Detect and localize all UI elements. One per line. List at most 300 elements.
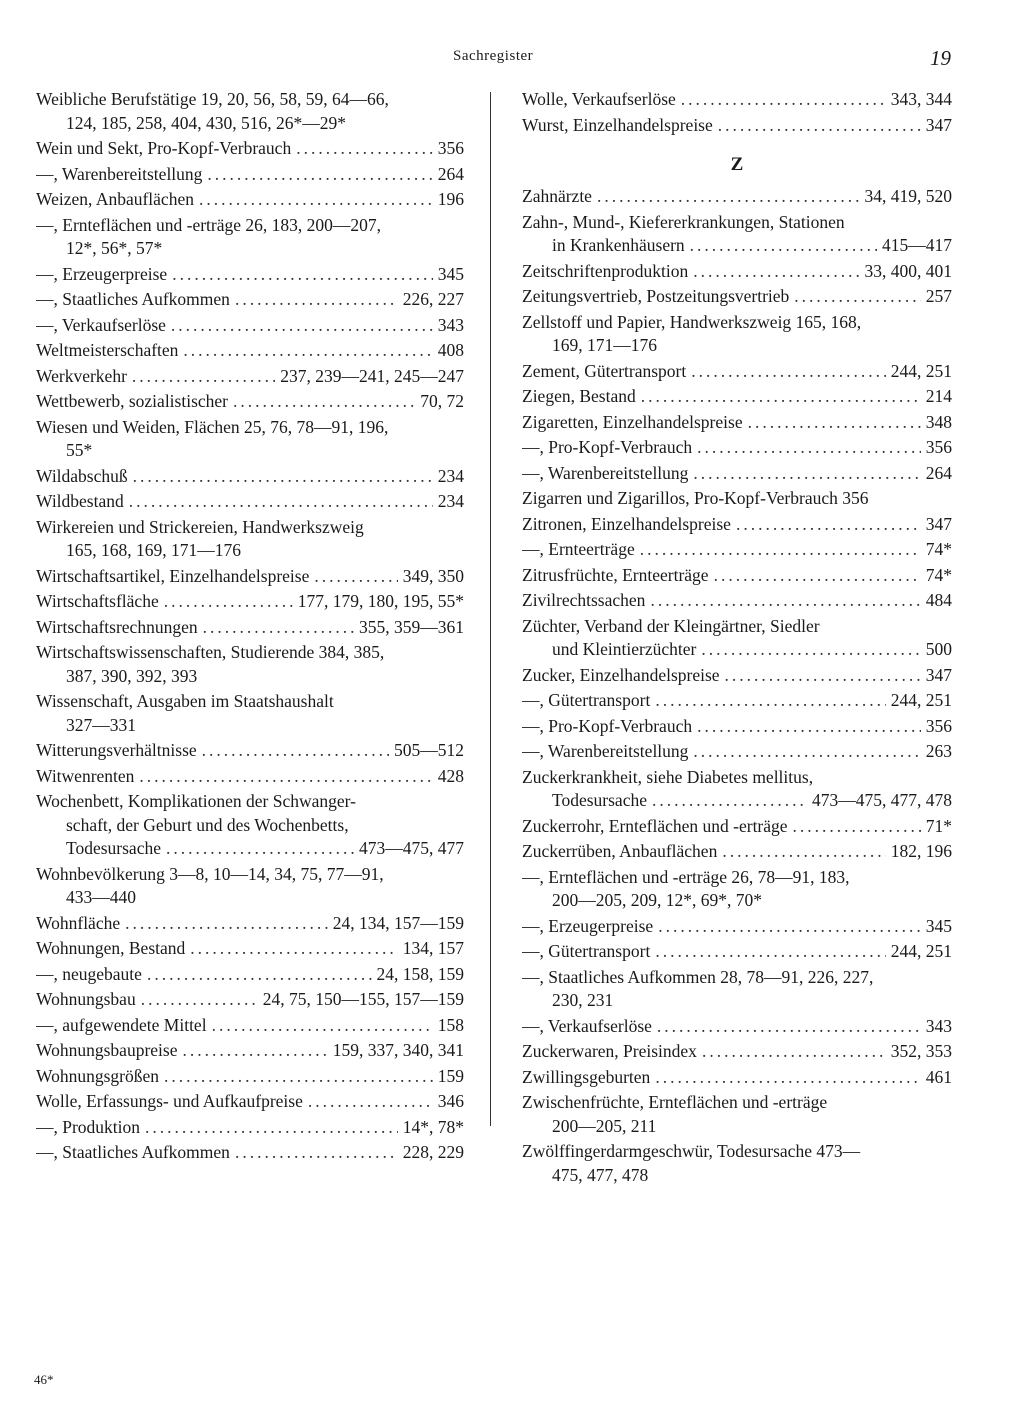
running-title: Sachregister	[453, 48, 534, 64]
page-references: 473—475, 477, 478	[812, 790, 952, 810]
page-references: 345	[925, 915, 952, 936]
index-entry	[522, 311, 952, 358]
index-text: 12*, 56*, 57*	[66, 238, 163, 258]
index-text: schaft, der Geburt und des Wochenbetts,	[66, 814, 349, 835]
index-entry	[36, 465, 464, 489]
index-term: —, Verkaufserlöse	[522, 1015, 652, 1036]
index-term: Witterungsverhältnisse	[36, 740, 197, 760]
index-entry-line	[36, 937, 464, 961]
index-entry	[36, 314, 464, 338]
index-entry	[522, 689, 952, 713]
index-entry-line	[36, 516, 464, 540]
dot-leader	[139, 765, 432, 789]
index-text: —, Ernteflächen und -erträge 26, 183, 200—207,	[36, 214, 382, 235]
index-term: Zuckerrüben, Anbauflächen	[522, 841, 718, 861]
index-term: —, Ernteerträge	[522, 539, 635, 559]
dot-leader	[132, 365, 275, 389]
dot-leader	[314, 565, 397, 589]
dot-leader	[183, 339, 432, 363]
index-entry-line	[522, 866, 952, 890]
index-text: Zwölffingerdarmgeschwür, Todesursache 473—	[522, 1141, 861, 1161]
index-entry-line	[36, 465, 464, 489]
index-entry	[36, 188, 464, 212]
page-references: 134, 157	[402, 938, 464, 958]
page-references: 226, 227	[402, 289, 464, 309]
page-references: 177, 179, 180, 195, 55*	[297, 591, 464, 611]
index-entry-line	[36, 188, 464, 212]
dot-leader	[657, 1015, 921, 1039]
dot-leader	[212, 1014, 433, 1038]
dot-leader	[172, 263, 433, 287]
index-entry-line	[522, 989, 952, 1013]
page-references: 505—512	[394, 740, 464, 760]
index-entry-line	[522, 1140, 952, 1164]
index-term: Zuckerwaren, Preisindex	[522, 1041, 697, 1061]
index-column-right	[522, 88, 952, 1189]
page-references: 237, 239—241, 245—247	[280, 365, 464, 386]
dot-leader	[658, 915, 921, 939]
index-term: Weizen, Anbauflächen	[36, 189, 194, 209]
index-entry-line	[522, 615, 952, 639]
index-entry	[522, 1140, 952, 1187]
index-text: Wirkereien und Strickereien, Handwerkszweig	[36, 516, 364, 537]
index-entry-line	[522, 88, 952, 112]
index-entry-line	[36, 339, 464, 363]
index-text: 327—331	[66, 714, 136, 735]
dot-leader	[655, 940, 885, 964]
index-term: Wildabschuß	[36, 465, 128, 486]
index-entry-line	[36, 886, 464, 910]
page-references: 473—475, 477	[359, 838, 464, 858]
index-term: Zeitungsvertrieb, Postzeitungsvertrieb	[522, 286, 790, 306]
page-references: 158	[437, 1014, 464, 1035]
index-term: Zitrusfrüchte, Ernteerträge	[522, 564, 709, 585]
page-references: 263	[925, 741, 952, 761]
index-entry-line	[36, 88, 464, 112]
index-entry-line	[36, 814, 464, 838]
page-references: 34, 419, 520	[864, 186, 952, 206]
index-entry-line	[36, 616, 464, 640]
dot-leader	[693, 260, 859, 284]
index-entry-line	[522, 940, 952, 964]
index-text: 387, 390, 392, 393	[66, 665, 198, 686]
dot-leader	[693, 462, 920, 486]
index-entry	[522, 1091, 952, 1138]
dot-leader	[697, 436, 921, 460]
index-term: Wirtschaftsartikel, Einzelhandelspreise	[36, 565, 310, 586]
page-references: 244, 251	[890, 360, 952, 381]
index-entry-line	[36, 1014, 464, 1038]
index-entry	[36, 516, 464, 563]
page-references: 182, 196	[890, 841, 952, 861]
index-entry-line	[36, 590, 464, 614]
index-term: —, Verkaufserlöse	[36, 314, 166, 335]
index-term: —, Warenbereitstellung	[36, 163, 203, 184]
index-entry	[36, 1090, 464, 1114]
index-entry	[522, 1066, 952, 1090]
index-entry	[522, 740, 952, 764]
index-text: Wissenschaft, Ausgaben im Staatshaushalt	[36, 691, 334, 711]
index-text: 433—440	[66, 887, 136, 907]
index-term: Todesursache	[552, 790, 647, 810]
index-term: —, aufgewendete Mittel	[36, 1014, 207, 1035]
page-references: 24, 75, 150—155, 157—159	[262, 989, 464, 1009]
index-entry	[522, 589, 952, 613]
index-entry	[36, 365, 464, 389]
index-entry-line	[522, 334, 952, 358]
page-header	[0, 44, 1024, 74]
index-entry-line	[522, 360, 952, 384]
page-references: 347	[925, 513, 952, 534]
index-term: Weltmeisterschaften	[36, 340, 179, 360]
index-term: Wohnungsbaupreise	[36, 1040, 178, 1060]
index-entry	[36, 937, 464, 961]
index-entry-line	[522, 1091, 952, 1115]
index-entry	[522, 940, 952, 964]
index-entry-line	[522, 815, 952, 839]
index-entry-line	[522, 840, 952, 864]
index-entry-line	[522, 1015, 952, 1039]
index-term: Wohnungsbau	[36, 989, 136, 1009]
index-text: Wirtschaftswissenschaften, Studierende 384, 385,	[36, 642, 385, 662]
index-entry-line	[36, 390, 464, 414]
index-text: Wohnbevölkerung 3—8, 10—14, 34, 75, 77—91,	[36, 863, 384, 884]
dot-leader	[697, 715, 921, 739]
index-entry-line	[36, 439, 464, 463]
dot-leader	[736, 513, 921, 537]
dot-leader	[182, 1039, 327, 1063]
index-entry	[36, 88, 464, 135]
index-term: Todesursache	[66, 838, 161, 858]
page-references: 347	[925, 114, 952, 135]
index-term: —, Erzeugerpreise	[36, 263, 168, 284]
index-column-left	[36, 88, 464, 1167]
dot-leader	[199, 188, 433, 212]
dot-leader	[308, 1090, 433, 1114]
dot-leader	[145, 1116, 398, 1140]
index-text: 169, 171—176	[552, 335, 657, 355]
index-entry	[36, 490, 464, 514]
dot-leader	[203, 616, 354, 640]
column-divider	[490, 92, 491, 1126]
index-entry-line	[522, 114, 952, 138]
index-term: Wurst, Einzelhandelspreise	[522, 114, 713, 135]
page-references: 244, 251	[890, 690, 952, 710]
dot-leader	[129, 490, 433, 514]
index-entry-line	[36, 1065, 464, 1089]
index-term: —, Staatliches Aufkommen	[36, 1142, 230, 1162]
page-references: 214	[925, 386, 952, 406]
page-references: 348	[925, 411, 952, 432]
index-entry-line	[36, 365, 464, 389]
dot-leader	[640, 538, 921, 562]
index-term: Werkverkehr	[36, 365, 127, 386]
index-entry-line	[36, 837, 464, 861]
dot-leader	[202, 739, 389, 763]
page-references: 264	[437, 163, 464, 184]
section-letter: Z	[730, 154, 744, 175]
page-references: 408	[437, 340, 464, 360]
index-term: Wein und Sekt, Pro-Kopf-Verbrauch	[36, 138, 292, 158]
index-text: —, Staatliches Aufkommen 28, 78—91, 226, 227,	[522, 966, 874, 987]
index-entry	[522, 385, 952, 409]
index-term: Zement, Gütertransport	[522, 360, 687, 381]
index-entry	[36, 163, 464, 187]
index-entry	[522, 538, 952, 562]
index-entry	[36, 765, 464, 789]
index-entry-line	[36, 214, 464, 238]
index-text: 200—205, 209, 12*, 69*, 70*	[552, 890, 762, 910]
dot-leader	[166, 837, 354, 861]
index-entry	[36, 416, 464, 463]
dot-leader	[641, 385, 921, 409]
dot-leader	[133, 465, 433, 489]
index-term: Zuckerrohr, Ernteflächen und -erträge	[522, 815, 788, 836]
index-entry	[36, 863, 464, 910]
page-references: 352, 353	[890, 1041, 952, 1061]
index-entry	[522, 360, 952, 384]
index-entry	[36, 339, 464, 363]
index-entry	[522, 1015, 952, 1039]
dot-leader	[793, 815, 921, 839]
page-references: 264	[925, 462, 952, 483]
index-entry	[36, 616, 464, 640]
dot-leader	[235, 288, 398, 312]
page-references: 356	[925, 437, 952, 457]
index-entry	[36, 963, 464, 987]
index-text: 475, 477, 478	[552, 1164, 649, 1185]
page-references: 343	[925, 1015, 952, 1036]
index-entry-line	[522, 564, 952, 588]
index-entry	[36, 988, 464, 1012]
index-entry-line	[36, 1090, 464, 1114]
index-column-right-z-section	[522, 185, 952, 1187]
index-entry	[522, 185, 952, 209]
page-number: 19	[930, 46, 951, 70]
dot-leader	[125, 912, 328, 936]
index-term: Wolle, Verkaufserlöse	[522, 89, 676, 109]
index-text: 165, 168, 169, 171—176	[66, 540, 241, 560]
dot-leader	[147, 963, 372, 987]
index-entry-line	[36, 790, 464, 814]
index-entry	[522, 615, 952, 662]
index-entry-line	[522, 462, 952, 486]
index-term: Wirtschaftsfläche	[36, 591, 159, 611]
index-entry-line	[36, 714, 464, 738]
index-entry	[36, 263, 464, 287]
index-entry-line	[36, 539, 464, 563]
page-references: 356	[925, 715, 952, 736]
index-entry	[522, 211, 952, 258]
index-term: Zigaretten, Einzelhandelspreise	[522, 411, 743, 432]
index-term: Zivilrechtssachen	[522, 590, 646, 610]
index-entry-line	[36, 163, 464, 187]
dot-leader	[690, 234, 877, 258]
index-entry-line	[522, 411, 952, 435]
index-column-right-w-section	[522, 88, 952, 137]
page-references: 257	[925, 286, 952, 306]
index-text: 55*	[66, 440, 93, 460]
dot-leader	[725, 664, 921, 688]
index-entry-line	[36, 237, 464, 261]
index-entry-line	[522, 211, 952, 235]
page-references: 24, 134, 157—159	[332, 912, 464, 933]
index-term: —, Warenbereitstellung	[522, 741, 689, 761]
index-term: Witwenrenten	[36, 765, 135, 786]
index-term: —, neugebaute	[36, 963, 142, 984]
index-entry-line	[522, 1066, 952, 1090]
index-entry-line	[36, 112, 464, 136]
dot-leader	[701, 638, 920, 662]
index-entry	[36, 590, 464, 614]
page-references: 33, 400, 401	[864, 260, 952, 281]
page-references: 70, 72	[420, 391, 464, 411]
index-entry	[36, 1039, 464, 1063]
index-entry	[522, 564, 952, 588]
dot-leader	[650, 589, 920, 613]
page-references: 159	[437, 1065, 464, 1086]
index-entry	[522, 285, 952, 309]
index-entry-line	[522, 889, 952, 913]
index-entry-line	[36, 1039, 464, 1063]
index-entry-line	[522, 385, 952, 409]
index-term: —, Pro-Kopf-Verbrauch	[522, 715, 693, 736]
index-term: —, Pro-Kopf-Verbrauch	[522, 437, 693, 457]
index-entry	[36, 1116, 464, 1140]
page-references: 24, 158, 159	[376, 963, 464, 984]
index-entry-line	[36, 863, 464, 887]
index-term: —, Gütertransport	[522, 941, 651, 961]
dot-leader	[691, 360, 885, 384]
page-references: 74*	[925, 564, 952, 585]
index-entry	[36, 1141, 464, 1165]
index-entry	[36, 1014, 464, 1038]
index-term: Wolle, Erfassungs- und Aufkaufpreise	[36, 1091, 303, 1111]
index-entry	[36, 565, 464, 589]
index-entry-line	[36, 1116, 464, 1140]
index-entry-line	[522, 1040, 952, 1064]
index-entry-line	[522, 538, 952, 562]
index-entry	[36, 214, 464, 261]
dot-leader	[235, 1141, 398, 1165]
index-entry-line	[522, 1164, 952, 1188]
index-term: —, Erzeugerpreise	[522, 915, 654, 936]
index-text: 200—205, 211	[552, 1115, 657, 1136]
index-entry	[522, 411, 952, 435]
dot-leader	[748, 411, 921, 435]
index-term: Zahnärzte	[522, 186, 592, 206]
index-entry	[522, 260, 952, 284]
index-term: —, Gütertransport	[522, 690, 651, 710]
index-text: 230, 231	[552, 990, 614, 1010]
index-entry-line	[522, 966, 952, 990]
page-references: 347	[925, 664, 952, 685]
index-entry	[522, 715, 952, 739]
dot-leader	[655, 689, 885, 713]
index-text: —, Ernteflächen und -erträge 26, 78—91, 183,	[522, 866, 850, 887]
index-entry	[522, 664, 952, 688]
index-term: Zucker, Einzelhandelspreise	[522, 664, 720, 685]
index-entry	[522, 915, 952, 939]
page-references: 428	[437, 765, 464, 786]
index-text: Zigarren und Zigarillos, Pro-Kopf-Verbrauch 356	[522, 488, 869, 508]
index-entry	[522, 487, 952, 511]
index-entry	[522, 1040, 952, 1064]
index-entry	[522, 88, 952, 112]
index-entry	[522, 840, 952, 864]
index-term: in Krankenhäusern	[552, 235, 685, 255]
index-entry-line	[36, 641, 464, 665]
page-references: 345	[437, 263, 464, 284]
index-entry-line	[522, 689, 952, 713]
dot-leader	[693, 740, 920, 764]
page-references: 234	[437, 491, 464, 511]
index-entry-line	[522, 185, 952, 209]
dot-leader	[681, 88, 886, 112]
dot-leader	[164, 1065, 433, 1089]
index-text: Zuckerkrankheit, siehe Diabetes mellitus,	[522, 766, 814, 787]
dot-leader	[141, 988, 258, 1012]
dot-leader	[190, 937, 397, 961]
index-entry	[36, 739, 464, 763]
dot-leader	[714, 564, 921, 588]
page-references: 461	[925, 1066, 952, 1087]
index-entry	[36, 390, 464, 414]
index-text: 124, 185, 258, 404, 430, 516, 26*—29*	[66, 112, 346, 133]
index-term: Wohnungen, Bestand	[36, 938, 186, 958]
index-entry-line	[36, 288, 464, 312]
index-entry-line	[522, 487, 952, 511]
page-references: 343, 344	[890, 89, 952, 109]
index-term: Wettbewerb, sozialistischer	[36, 391, 228, 411]
dot-leader	[296, 137, 433, 161]
index-entry-line	[36, 490, 464, 514]
page-references: 244, 251	[890, 941, 952, 961]
index-entry-line	[36, 739, 464, 763]
index-entry	[36, 1065, 464, 1089]
dot-leader	[718, 114, 921, 138]
dot-leader	[655, 1066, 920, 1090]
page-references: 228, 229	[402, 1142, 464, 1162]
index-entry-line	[36, 314, 464, 338]
index-entry	[522, 866, 952, 913]
index-text: Wochenbett, Komplikationen der Schwanger-	[36, 791, 356, 811]
index-entry-line	[36, 1141, 464, 1165]
index-entry-line	[522, 260, 952, 284]
index-entry	[36, 137, 464, 161]
index-term: —, Staatliches Aufkommen	[36, 289, 230, 309]
dot-leader	[702, 1040, 886, 1064]
index-entry-line	[522, 436, 952, 460]
index-entry	[522, 815, 952, 839]
index-entry	[36, 641, 464, 688]
page-references: 159, 337, 340, 341	[332, 1040, 464, 1060]
page-references: 196	[437, 189, 464, 209]
index-entry-line	[36, 690, 464, 714]
index-entry-line	[522, 664, 952, 688]
index-entry	[36, 288, 464, 312]
index-entry	[522, 766, 952, 813]
index-entry-line	[522, 638, 952, 662]
page-references: 346	[437, 1091, 464, 1111]
index-entry-line	[522, 285, 952, 309]
index-entry-line	[36, 665, 464, 689]
index-term: Zitronen, Einzelhandelspreise	[522, 513, 731, 534]
index-term: Zwillingsgeburten	[522, 1066, 651, 1087]
index-entry	[36, 690, 464, 737]
index-entry-line	[522, 234, 952, 258]
index-entry	[522, 114, 952, 138]
